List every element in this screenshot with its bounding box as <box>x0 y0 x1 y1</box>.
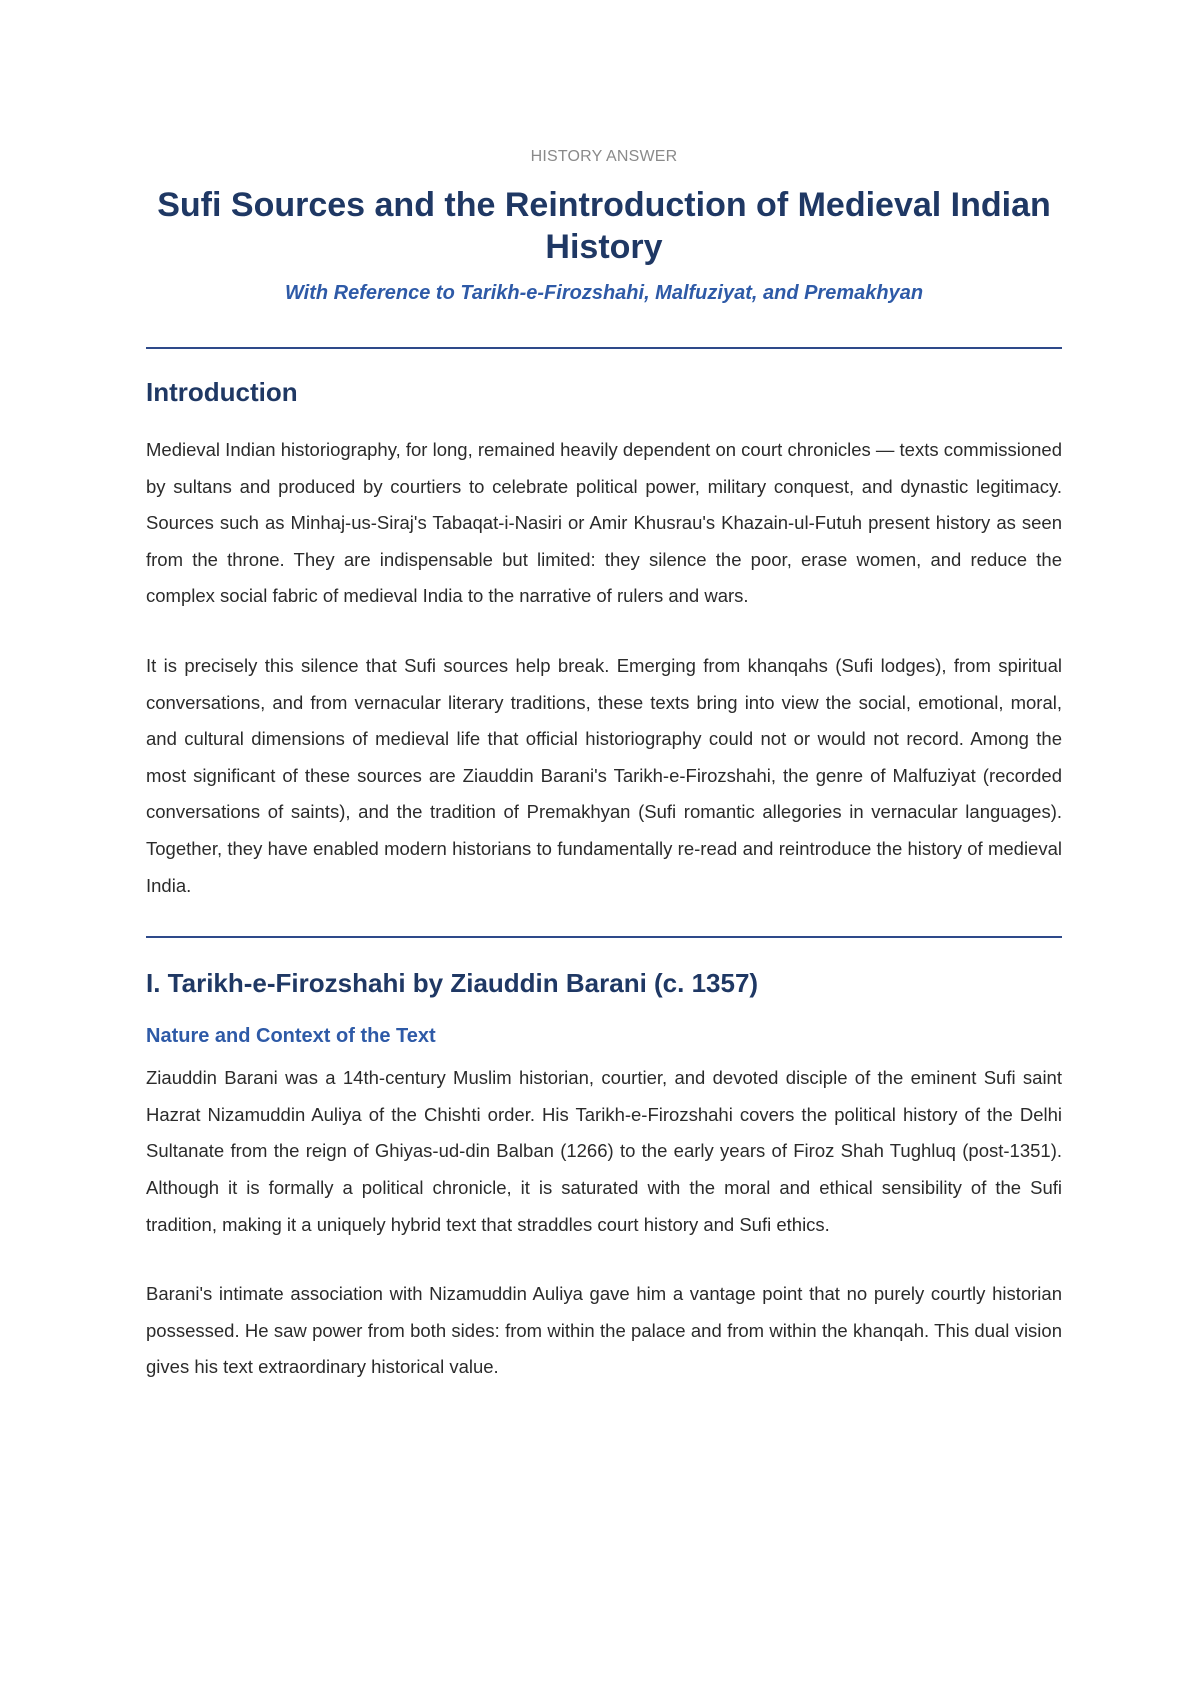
section-heading: I. Tarikh-e-Firozshahi by Ziauddin Barani (c. 1357) <box>146 968 759 999</box>
subsection-heading: Nature and Context of the Text <box>146 1025 436 1048</box>
introduction-heading: Introduction <box>146 377 298 407</box>
introduction-paragraph: Medieval Indian historiography, for long, remained heavily dependent on court chronicles — texts commissioned by sultans and produced by courtiers to celebrate political power, military conquest, and dynastic legitimacy. Sources such as Minhaj-us-Siraj's Tabaqat-i-Nasiri or Amir Khusrau's Khazain-ul-Futuh present history as seen from the throne. They are indispensable but limited: they silence the poor, erase women, and reduce the complex social fabric of medieval India to the narrative of rulers and wars. <box>146 439 1062 607</box>
document-page <box>146 0 1062 1386</box>
document-kicker: HISTORY ANSWER <box>530 148 678 165</box>
section-paragraph: Ziauddin Barani was a 14th-century Muslim historian, courtier, and devoted disciple of the eminent Sufi saint Hazrat Nizamuddin Auliya of the Chishti order. His Tarikh-e-Firozshahi covers the political history of the Delhi Sultanate from the reign of Ghiyas-ud-din Balban (1266) to the early years of Firoz Shah Tughluq (post-1351). Although it is formally a political chronicle, it is saturated with the moral and ethical sensibility of the Sufi tradition, making it a uniquely hybrid text that straddles court history and Sufi ethics. <box>146 1067 1062 1235</box>
document-title: Sufi Sources and the Reintroduction of Medieval Indian History <box>157 186 1051 266</box>
introduction-paragraph: It is precisely this silence that Sufi sources help break. Emerging from khanqahs (Sufi lodges), from spiritual conversations, and from vernacular literary traditions, these texts bring into view the social, emotional, moral, and cultural dimensions of medieval life that official historiography could not or would not record. Among the most significant of these sources are Ziauddin Barani's Tarikh-e-Firozshahi, the genre of Malfuziyat (recorded conversations of saints), and the tradition of Premakhyan (Sufi romantic allegories in vernacular languages). Together, they have enabled modern historians to fundamentally re-read and reintroduce the history of medieval India. <box>146 654 1062 896</box>
section-divider <box>146 347 1062 349</box>
section-paragraph: Barani's intimate association with Nizamuddin Auliya gave him a vantage point that no purely courtly historian possessed. He saw power from both sides: from within the palace and from within the khanqah. This dual vision gives his text extraordinary historical value. <box>146 1283 1062 1378</box>
document-subtitle: With Reference to Tarikh-e-Firozshahi, Malfuziyat, and Premakhyan <box>284 282 924 304</box>
section-divider <box>146 936 1062 938</box>
